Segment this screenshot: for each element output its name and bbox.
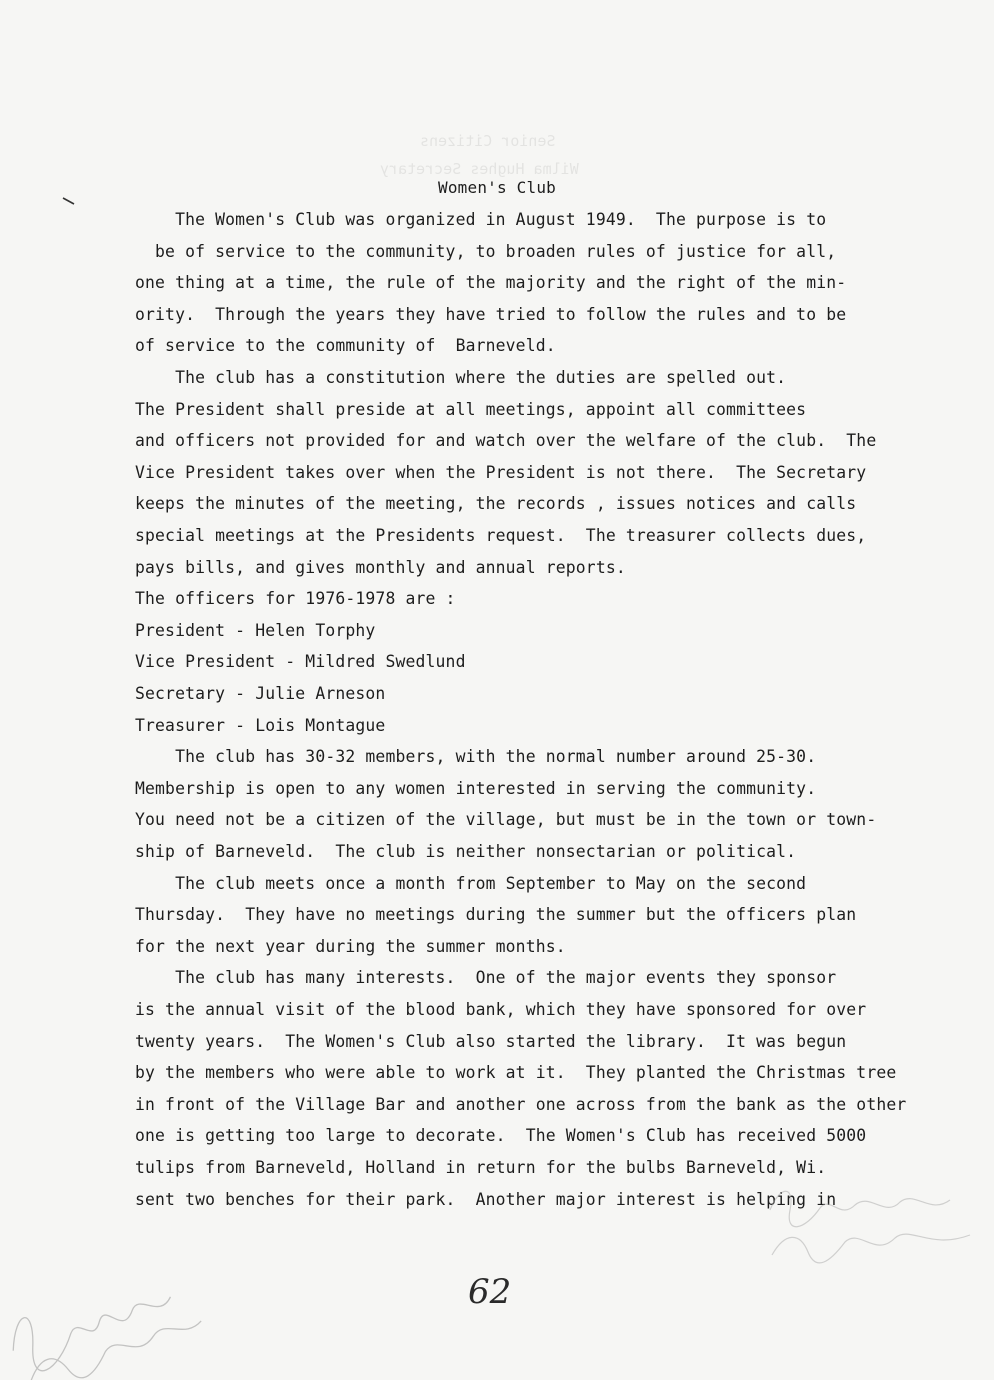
text-line: Treasurer - Lois Montague <box>135 715 386 735</box>
text-line: Vice President takes over when the President is not there. The Secretary <box>135 462 867 482</box>
text-line: of service to the community of Barneveld. <box>135 336 556 356</box>
text-line: The club meets once a month from September to May on the second <box>135 873 807 893</box>
text-line: special meetings at the Presidents request. The treasurer collects dues, <box>135 526 867 545</box>
page-number: 62 <box>468 1272 512 1312</box>
bleed-through-heading: Senior Citizens <box>420 132 556 150</box>
text-line: Thursday. They have no meetings during the summer but the officers plan <box>135 905 857 925</box>
text-line: Secretary - Julie Arneson <box>135 684 386 703</box>
handwritten-signature-right <box>760 1180 990 1270</box>
text-line: in front of the Village Bar and another one across from the bank as the other <box>135 1094 907 1114</box>
text-line: Vice President - Mildred Swedlund <box>135 652 466 672</box>
text-line: pays bills, and gives monthly and annual reports. <box>135 557 626 577</box>
text-line: Membership is open to any women interested in serving the community. <box>135 778 817 798</box>
text-line: one thing at a time, the rule of the majority and the right of the min- <box>135 273 847 293</box>
text-line: The club has 30-32 members, with the normal number around 25-30. <box>135 747 817 767</box>
text-line: by the members who were able to work at it. They planted the Christmas tree <box>135 1063 897 1083</box>
text-line: be of service to the community, to broaden rules of justice for all, <box>135 241 837 261</box>
text-line: for the next year during the summer months. <box>135 936 566 956</box>
bleed-through-subheading: Wilma Hughes Secretary <box>380 160 579 178</box>
text-line: You need not be a citizen of the village, but must be in the town or town- <box>135 810 877 830</box>
text-line: President - Helen Torphy <box>135 620 376 640</box>
text-line: The President shall preside at all meetings, appoint all committees <box>135 399 807 419</box>
text-line: and officers not provided for and watch over the welfare of the club. The <box>135 431 877 451</box>
handwritten-signature-left <box>0 1270 220 1380</box>
text-line: one is getting too large to decorate. The Women's Club has received 5000 <box>135 1126 867 1146</box>
text-line: ority. Through the years they have tried to follow the rules and to be <box>135 304 847 324</box>
scan-mark-icon <box>62 196 76 206</box>
text-line: The club has a constitution where the duties are spelled out. <box>135 368 787 387</box>
text-line: keeps the minutes of the meeting, the records , issues notices and calls <box>135 494 857 514</box>
text-line: The Women's Club was organized in August 1949. The purpose is to <box>135 210 827 229</box>
text-line: ship of Barneveld. The club is neither nonsectarian or political. <box>135 842 797 861</box>
page-title: Women's Club <box>438 178 556 197</box>
text-line: The officers for 1976-1978 are : <box>135 589 456 609</box>
text-line: twenty years. The Women's Club also started the library. It was begun <box>135 1031 847 1051</box>
text-line: tulips from Barneveld, Holland in return for the bulbs Barneveld, Wi. <box>135 1158 827 1177</box>
text-line: is the annual visit of the blood bank, which they have sponsored for over <box>135 1000 867 1019</box>
text-line: The club has many interests. One of the major events they sponsor <box>135 968 837 988</box>
text-line: sent two benches for their park. Another major interest is helping in <box>135 1189 837 1209</box>
